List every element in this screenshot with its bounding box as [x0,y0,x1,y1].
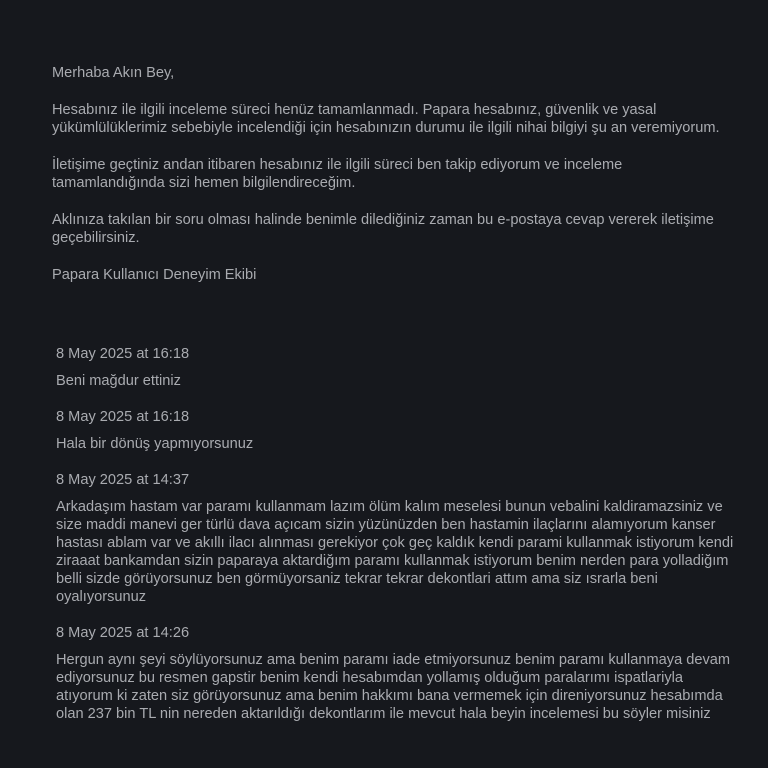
reply-paragraph: İletişime geçtiniz andan itibaren hesabınız ile ilgili süreci ben takip ediyorum ve inceleme tamamlandığında sizi hemen bilgilendireceğim. [52,157,623,191]
reply-paragraph: Aklınıza takılan bir soru olması halinde benimle dilediğiniz zaman bu e-postaya cevap vererek iletişime geçebilirsiniz. [52,212,714,246]
reply-greeting: Merhaba Akın Bey, [52,65,175,81]
message-item[interactable] [56,471,736,606]
message-text: Beni mağdur ettiniz [56,373,181,389]
reply-paragraph: Hesabınız ile ilgili inceleme süreci henüz tamamlanmadı. Papara hesabınız, güvenlik ve yasal yükümlülüklerimiz sebebiyle incelendiği için hesabınızın durumu ile ilgili nihai bilgiyi şu an veremiyorum. [52,102,720,136]
message-item[interactable] [56,408,736,453]
support-reply [52,64,732,303]
message-timestamp: 8 May 2025 at 14:37 [56,472,190,488]
message-text: Arkadaşım hastam var paramı kullanmam lazım ölüm kalım meselesi bunun vebalini kaldiramazsiniz ve size maddi manevi ger türlü dava açıcam sizin yüzünüzden ben hastamin ilaçlarını alamıyorum kanser hastası ablam var ve akıllı ilacı alınması gerekiyor çok geç kaldık kendi parami kullanmak istiyorum kendi ziraaat bankamdan sizin paparaya aktardiğım paramı kullanmak istiyorum benim nerden para yolladiğım belli sizde görüyorsunuz ben görmüyorsaniz tekrar tekrar dekontlari attım ama siz ısrarla beni oyalıyorsunuz [56,499,734,605]
message-text: Hergun aynı şeyi söylüyorsunuz ama benim paramı iade etmiyorsunuz benim paramı kullanmaya devam ediyorsunuz bu resmen gapstir benim kendi hesabımdan yollamış olduğum paralarımı ispatlariyla atıyorum ki zaten siz görüyorsunuz ama benim hakkımı bana vermemek için direniyorsunuz hesabımda olan 237 bin TL nin nereden aktarıldığı dekontlarım ile mevcut hala beyin incelemesi bu söyler misiniz [56,652,731,722]
reply-signature: Papara Kullanıcı Deneyim Ekibi [52,267,257,283]
message-item[interactable] [56,624,736,723]
message-timestamp: 8 May 2025 at 14:26 [56,625,190,641]
message-timestamp: 8 May 2025 at 16:18 [56,346,190,362]
message-timestamp: 8 May 2025 at 16:18 [56,409,190,425]
message-history [56,345,736,741]
message-text: Hala bir dönüş yapmıyorsunuz [56,436,254,452]
message-item[interactable] [56,345,736,390]
